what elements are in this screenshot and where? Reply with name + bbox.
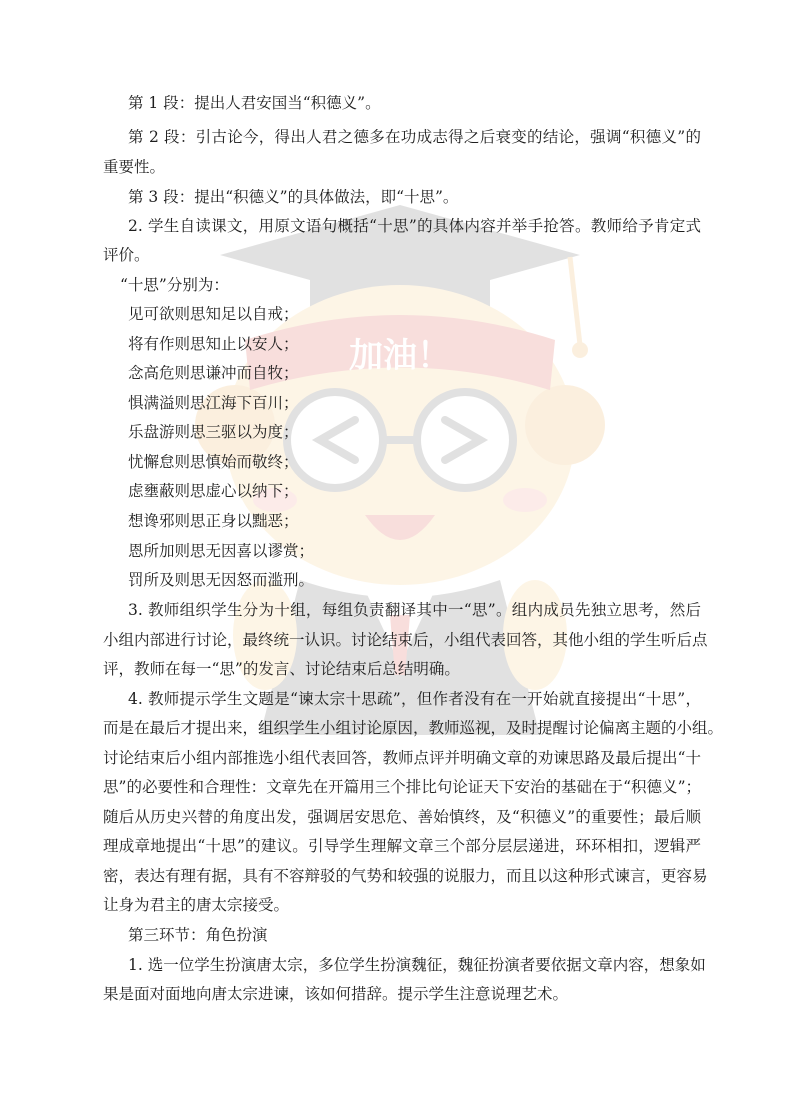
paragraph-3: 第 3 段：提出“积德义”的具体做法，即“十思”。 bbox=[128, 188, 459, 206]
paragraph-6-line-1: 3. 教师组织学生分为十组，每组负责翻译其中一“思”。组内成员先独立思考，然后 bbox=[128, 601, 701, 619]
paragraph-6-line-3: 评，教师在每一“思”的发言、讨论结束后总结明确。 bbox=[103, 660, 460, 678]
ten-thought-4: 惧满溢则思江海下百川； bbox=[128, 394, 299, 412]
cap-tassel-end bbox=[572, 342, 588, 358]
mascot-right-ear bbox=[525, 385, 605, 465]
paragraph-2-line-2: 重要性。 bbox=[103, 158, 166, 176]
glasses-left-lens bbox=[287, 392, 383, 488]
ten-thought-7: 虑壅蔽则思虚心以纳下； bbox=[128, 482, 299, 500]
ten-thought-10: 罚所及则思无因怒而滥刑。 bbox=[128, 571, 315, 589]
paragraph-7-line-4: 思”的必要性和合理性：文章先在开篇用三个排比句论证天下安治的基础在于“积德义”； bbox=[103, 778, 701, 796]
glasses-right-lens bbox=[417, 392, 513, 488]
paragraph-1: 第 1 段：提出人君安国当“积德义”。 bbox=[128, 94, 381, 112]
paragraph-7-line-2: 而是在最后才提出来，组织学生小组讨论原因，教师巡视，及时提醒讨论偏离主题的小组。 bbox=[103, 719, 724, 737]
paragraph-4-line-2: 评价。 bbox=[103, 246, 150, 264]
paragraph-2-line-1: 第 2 段：引古论今，得出人君之德多在功成志得之后衰变的结论，强调“积德义”的 bbox=[128, 128, 701, 146]
mascot-mouth bbox=[365, 515, 435, 540]
paragraph-7-line-3: 讨论结束后小组内部推选小组代表回答，教师点评并明确文章的劝谏思路及最后提出“十 bbox=[103, 749, 701, 767]
ten-thought-8: 想谗邪则思正身以黜恶； bbox=[128, 512, 299, 530]
paragraph-7-line-5: 随后从历史兴替的角度出发，强调居安思危、善始慎终，及“积德义”的重要性；最后顺 bbox=[103, 808, 701, 826]
paragraph-9-line-2: 果是面对面地向唐太宗进谏，该如何措辞。提示学生注意说理艺术。 bbox=[103, 985, 569, 1003]
ten-thoughts-heading: “十思”分别为： bbox=[120, 276, 229, 294]
paragraph-7-line-7: 密，表达有理有据，具有不容辩驳的气势和较强的说服力，而且以这种形式谏言，更容易 bbox=[103, 867, 708, 885]
paragraph-9-line-1: 1. 选一位学生扮演唐太宗，多位学生扮演魏征，魏征扮演者要依据文章内容，想象如 bbox=[128, 956, 706, 974]
headband-text: 加油！ bbox=[349, 336, 451, 376]
paragraph-7-line-6: 理成章地提出“十思”的建议。引导学生理解文章三个部分层层递进，环环相扣，逻辑严 bbox=[103, 837, 701, 855]
paragraph-7-line-1: 4. 教师提示学生文题是“谏太宗十思疏”，但作者没有在一开始就直接提出“十思”， bbox=[128, 690, 701, 708]
cap-tassel bbox=[570, 257, 580, 345]
ten-thought-2: 将有作则思知止以安人； bbox=[128, 335, 299, 353]
cap-base bbox=[310, 265, 490, 310]
paragraph-7-line-8: 让身为君主的唐太宗接受。 bbox=[103, 896, 290, 914]
section-heading-role-play: 第三环节：角色扮演 bbox=[128, 926, 268, 944]
ten-thought-5: 乐盘游则思三驱以为度； bbox=[128, 423, 299, 441]
paragraph-4-line-1: 2. 学生自读课文，用原文语句概括“十思”的具体内容并举手抢答。教师给予肯定式 bbox=[128, 217, 701, 235]
right-eye-icon bbox=[445, 420, 480, 460]
right-cheek bbox=[503, 488, 547, 512]
ten-thought-9: 恩所加则思无因喜以谬赏； bbox=[128, 542, 315, 560]
paragraph-6-line-2: 小组内部进行讨论，最终统一认识。讨论结束后，小组代表回答，其他小组的学生听后点 bbox=[103, 631, 708, 649]
ten-thought-1: 见可欲则思知足以自戒； bbox=[128, 305, 299, 323]
left-eye-icon bbox=[320, 420, 355, 460]
ten-thought-6: 忧懈怠则思慎始而敬终； bbox=[128, 453, 299, 471]
ten-thought-3: 念高危则思谦冲而自牧； bbox=[128, 364, 299, 382]
